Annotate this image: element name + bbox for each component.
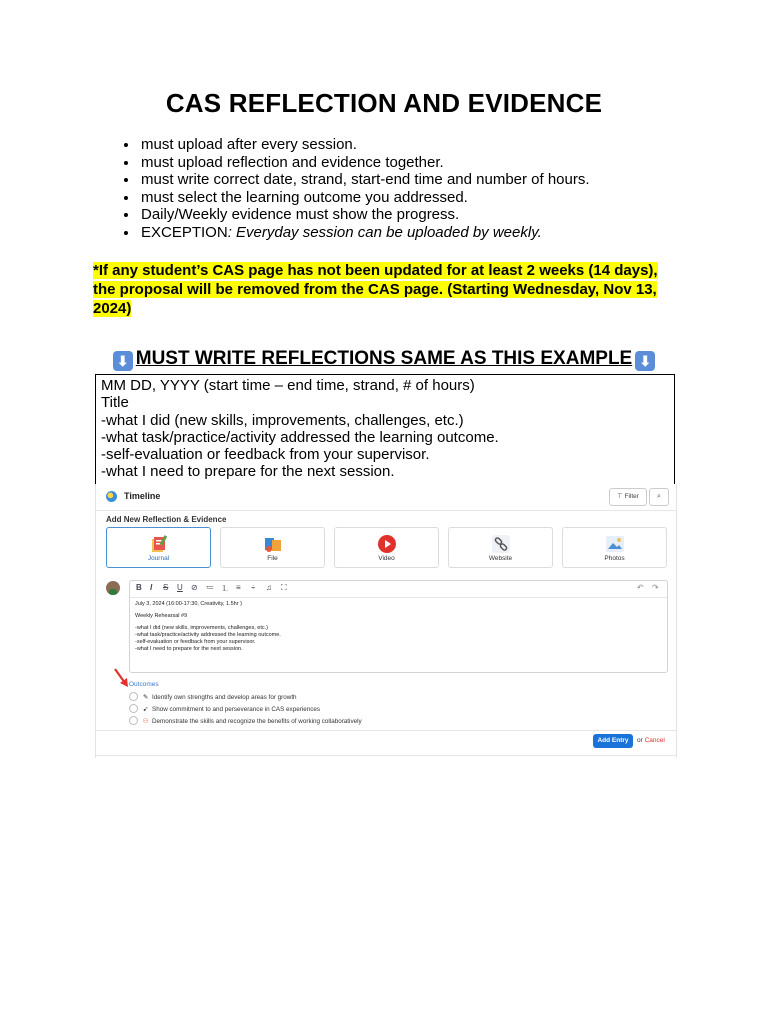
strikethrough-icon[interactable]: S [163,583,169,592]
highlighted-notice [93,261,683,318]
redo-icon[interactable]: ↷ [652,583,659,592]
outcome-label: Identify own strengths and develop areas for growth [152,694,297,701]
list-item: • Daily/Weekly evidence must show the progress. [139,206,590,224]
tile-label: Photos [604,555,625,562]
cancel-link[interactable]: Cancel [644,737,665,744]
down-arrow-icon: ⬇ [113,351,133,371]
avatar [106,581,120,595]
or-text: or [637,737,643,744]
editor-line: Weekly Rehearsal #9 [135,613,188,619]
example-heading [0,348,768,371]
collaboration-icon: ⚇ [142,718,149,725]
video-icon [377,534,397,554]
search-button[interactable] [649,488,669,506]
divider [96,730,676,731]
photo-icon [605,534,625,554]
tile-journal[interactable] [106,527,211,568]
radio-button[interactable] [129,716,138,725]
radio-button[interactable] [129,704,138,713]
numbered-list-icon[interactable]: ⒈ [221,584,229,593]
list-item: • must upload reflection and evidence together. [139,154,590,172]
example-line: -what I did (new skills, improvements, challenges, etc.) [101,411,464,429]
rules-list [92,136,590,242]
editor-line: July 3, 2024 (16:00-17:30, Creativity, 1.5hr ) [135,601,242,607]
outcome-label: Demonstrate the skills and recognize the benefits of working collaboratively [152,718,362,725]
notice-text: *If any student’s CAS page has not been updated for at least 2 weeks (14 days), the proposal will be removed from the CAS page. (Starting Wednesday, Nov 13, 2024) [93,262,658,317]
commitment-icon: ➹ [142,706,149,713]
outcome-option[interactable] [129,704,320,713]
list-item: • must upload after every session. [139,136,590,154]
exception-label: EXCEPTION [141,223,228,241]
file-icon [263,534,283,554]
tile-file[interactable] [220,527,325,568]
search-icon: ⌕ [657,493,661,500]
divider [96,755,676,756]
filter-button[interactable] [609,488,647,506]
exception-text: : Everyday session can be uploaded by weekly. [227,223,542,241]
timeline-screenshot [95,484,677,758]
add-entry-button[interactable]: Add Entry [593,734,633,748]
cancel-area [637,737,665,744]
editor-content[interactable] [130,598,667,656]
example-line: Title [101,394,129,412]
list-item [139,224,590,242]
outcome-label: Show commitment to and perseverance in CAS experiences [152,706,320,713]
music-icon[interactable]: ♫ [266,583,272,592]
bold-icon[interactable]: B [136,583,142,592]
tile-label: Website [488,555,513,562]
radio-button[interactable] [129,692,138,701]
tile-video[interactable] [334,527,439,568]
underline-icon[interactable]: U [177,583,183,592]
timeline-icon [106,491,117,502]
italic-icon[interactable]: I [150,583,153,592]
tile-photos[interactable] [562,527,667,568]
filter-icon: ⊤ [617,493,623,500]
tile-label: Journal [147,555,170,562]
tile-website[interactable] [448,527,553,568]
timeline-title: Timeline [124,491,161,501]
strengths-icon: ✎ [142,694,149,701]
list-item: • must write correct date, strand, start-end time and number of hours. [139,171,590,189]
outcomes-label: Outcomes [129,681,159,688]
example-line: -self-evaluation or feedback from your supervisor. [101,446,430,464]
outcome-option[interactable] [129,716,362,725]
add-reflection-label: Add New Reflection & Evidence [106,515,227,524]
editor-line: -what task/practice/activity addressed the learning outcome. [135,632,281,638]
bullet-list-icon[interactable]: ≔ [206,583,214,592]
editor-line: -self-evaluation or feedback from your supervisor. [135,639,256,645]
horizontal-rule-icon[interactable]: ÷ [251,583,256,592]
page-title: CAS REFLECTION AND EVIDENCE [165,88,603,118]
outcome-option[interactable] [129,692,297,701]
undo-icon[interactable]: ↶ [637,583,644,592]
link-icon[interactable]: ⊘ [191,583,198,592]
editor-toolbar [130,581,667,598]
journal-icon [149,534,169,554]
example-line: -what I need to prepare for the next session. [101,463,395,481]
list-item: • must select the learning outcome you addressed. [139,189,590,207]
down-arrow-icon: ⬇ [635,351,655,371]
example-template-box [95,374,675,486]
editor-line: -what I did (new skills, improvements, challenges, etc.) [135,625,268,631]
tile-label: File [267,555,278,562]
tile-label: Video [378,555,395,562]
example-line: -what task/practice/activity addressed the learning outcome. [101,428,499,446]
editor-line: -what I need to prepare for the next session. [135,646,243,652]
align-icon[interactable]: ≡ [236,583,241,592]
reflection-editor[interactable] [129,580,668,673]
filter-label: Filter [624,493,639,500]
fullscreen-icon[interactable]: ⛶ [281,583,287,592]
example-line: MM DD, YYYY (start time – end time, strand, # of hours) [101,377,475,394]
example-heading-text: MUST WRITE REFLECTIONS SAME AS THIS EXAMPLE [135,348,633,369]
link-icon [491,534,511,554]
timeline-header [96,484,676,511]
